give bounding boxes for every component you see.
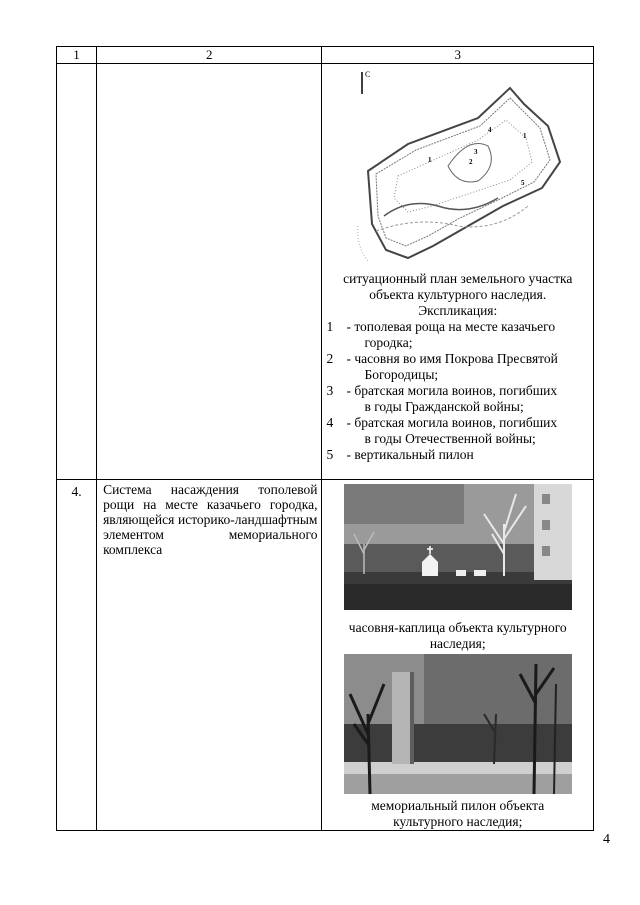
legend-text-cont: в годы Гражданской войны; — [364, 399, 524, 414]
plot-boundary — [368, 88, 560, 258]
plan-marker: 5 — [520, 179, 525, 187]
building — [534, 484, 572, 580]
legend-number: 5 — [326, 447, 334, 462]
legend-number: 4 — [326, 415, 334, 430]
site-plan-map — [328, 66, 588, 271]
legend-text: - часовня во имя Покрова Пресвятой — [346, 351, 558, 366]
plan-marker: 1 — [522, 132, 527, 140]
legend-text-cont: в годы Отечественной войны; — [364, 431, 536, 446]
row-4-number: 4. — [57, 480, 97, 831]
chapel-caption-line2: наследия; — [429, 636, 486, 651]
legend-text: - братская могила воинов, погибших — [346, 383, 558, 398]
legend-item — [322, 351, 593, 383]
header-row — [57, 47, 594, 64]
pylon — [392, 672, 410, 764]
legend-number: 3 — [326, 383, 334, 398]
legend-text: - тополевая роща на месте казачьего — [346, 319, 556, 334]
row-plan-content — [322, 64, 594, 480]
legend-number: 1 — [326, 319, 334, 334]
chapel-photo — [344, 484, 572, 610]
legend-title: Экспликация: — [418, 303, 498, 318]
plan-marker: 3 — [473, 148, 478, 156]
header-col-3: 3 — [322, 47, 594, 64]
legend-text: - вертикальный пилон — [346, 447, 474, 462]
plan-caption-line2: объекта культурного наследия. — [369, 287, 547, 302]
heritage-table — [56, 46, 594, 831]
legend-item — [322, 383, 593, 415]
plan-caption-line1: ситуационный план земельного участка — [343, 271, 573, 286]
legend-text-cont: городка; — [364, 335, 413, 350]
contour-line — [394, 120, 532, 212]
pylon-caption-line2: культурного наследия; — [393, 814, 523, 829]
table-row-4 — [57, 480, 594, 831]
page-number: 4 — [603, 832, 610, 847]
row-4-content — [322, 480, 594, 831]
header-col-2: 2 — [97, 47, 322, 64]
row-4-description: Система насаждения тополевой рощи на месте казачьего городка, являющейся историко-ландшафтным элементом мемориального комплекса — [97, 480, 322, 831]
legend-item — [322, 415, 593, 447]
legend-item — [322, 319, 593, 351]
road-line — [384, 198, 498, 216]
plan-marker: 1 — [427, 156, 432, 164]
pylon-photo — [344, 654, 572, 794]
table-row-plan — [57, 64, 594, 480]
plan-marker: 2 — [468, 158, 473, 166]
legend-number: 2 — [326, 351, 334, 366]
row-plan-number — [57, 64, 97, 480]
north-label: С — [364, 70, 371, 79]
legend-item — [322, 447, 593, 463]
tree-line — [344, 724, 572, 764]
plan-marker: 4 — [487, 126, 492, 134]
contour-line — [357, 226, 367, 261]
chapel-caption-line1: часовня-каплица объекта культурного — [348, 620, 567, 635]
header-col-1: 1 — [57, 47, 97, 64]
pylon-caption-line1: мемориальный пилон объекта — [371, 798, 545, 813]
legend-text: - братская могила воинов, погибших — [346, 415, 558, 430]
legend-text-cont: Богородицы; — [364, 367, 439, 382]
row-plan-description — [97, 64, 322, 480]
